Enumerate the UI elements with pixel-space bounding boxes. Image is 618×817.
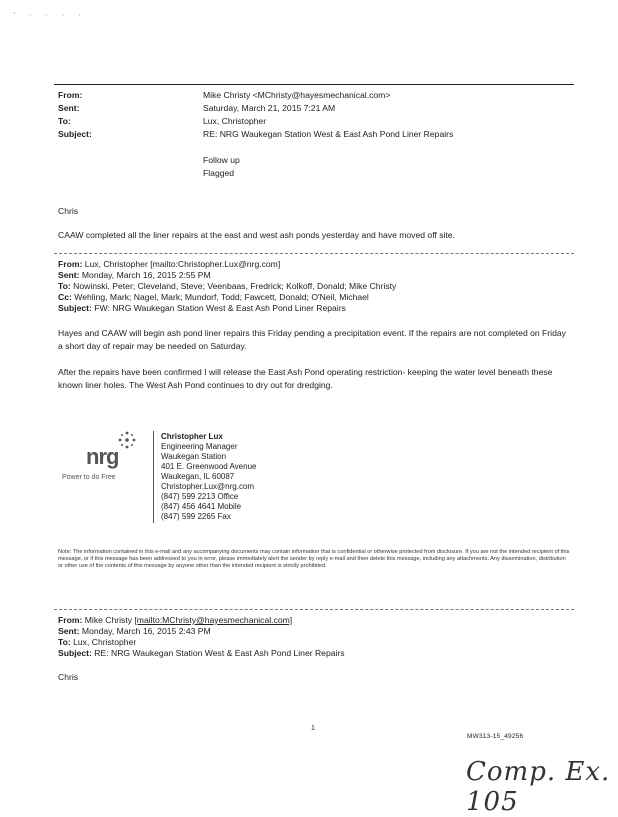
msg3-sent-label: Sent: xyxy=(58,626,80,636)
subject-label: Subject: xyxy=(58,129,92,139)
greeting: Chris xyxy=(58,206,79,216)
confidentiality-note: Note: The information contained in this e-mail and any accompanying documents may contain information that is confidential or otherwise protected from disclosure. If you are not the intended recipient of this message, or if this message has been addressed to you in error, please immediately alert the sender by reply e-mail and then delete this message, including any attachments. Any dissemination, distribution or other use of the contents of this message by anyone other than the intended recipient is strictly prohibited. xyxy=(58,549,570,570)
msg3-mailto-link[interactable]: [mailto:MChristy@hayesmechanical.com] xyxy=(134,615,293,625)
msg2-to-value: Nowinski, Peter; Cleveland, Steve; Veenbaas, Fredrick; Kolkoff, Donald; Mike Christy xyxy=(73,281,397,291)
msg3-sent-value: Monday, March 16, 2015 2:43 PM xyxy=(81,626,211,636)
header-rule xyxy=(54,84,574,85)
msg3-from-name: Mike Christy xyxy=(84,615,133,625)
msg2-to-label: To: xyxy=(58,281,71,291)
msg2-paragraph-2: After the repairs have been confirmed I will release the East Ash Pond operating restriction- keeping the water level beneath these known liner holes. The West Ash Pond continues to dry out for dredging. xyxy=(58,367,553,390)
scan-specks: ' · · · · xyxy=(14,12,87,19)
msg3-from xyxy=(58,615,292,625)
msg2-paragraph-1: Hayes and CAAW will begin ash pond liner repairs this Friday pending a precipitation event. If the repairs are not completed on Friday a short day of repair may be needed on Saturday. xyxy=(58,328,566,351)
msg3-subject-value: RE: NRG Waukegan Station West & East Ash Pond Liner Repairs xyxy=(94,648,345,658)
msg3-from-label: From: xyxy=(58,615,83,625)
msg2-cc-value: Wehling, Mark; Nagel, Mark; Mundorf, Todd; Fawcett, Donald; O'Neil, Michael xyxy=(74,292,369,302)
sent-value: Saturday, March 21, 2015 7:21 AM xyxy=(203,103,336,113)
from-label: From: xyxy=(58,90,83,100)
msg2-to xyxy=(58,281,396,291)
sig-address-1: 401 E. Greenwood Avenue xyxy=(161,462,257,471)
msg2-subject xyxy=(58,303,346,313)
page-number: 1 xyxy=(311,725,315,732)
from-value: Mike Christy <MChristy@hayesmechanical.com> xyxy=(203,90,391,100)
sig-address-2: Waukegan, IL 60087 xyxy=(161,472,235,481)
sig-email[interactable]: Christopher.Lux@nrg.com xyxy=(161,482,255,491)
subject-value: RE: NRG Waukegan Station West & East Ash Pond Liner Repairs xyxy=(203,129,454,139)
msg2-subject-label: Subject: xyxy=(58,303,92,313)
body-text: CAAW completed all the liner repairs at the east and west ash ponds yesterday and have moved off site. xyxy=(58,230,455,240)
to-value: Lux, Christopher xyxy=(203,116,267,126)
msg3-greeting: Chris xyxy=(58,672,79,682)
msg3-to-value: Lux, Christopher xyxy=(73,637,137,647)
flag-status: Flagged xyxy=(203,168,235,178)
nrg-logo-star-icon xyxy=(117,430,137,450)
msg3-sent xyxy=(58,626,211,636)
msg2-from-label: From: xyxy=(58,259,83,269)
msg2-from-value: Lux, Christopher [mailto:Christopher.Lux@nrg.com] xyxy=(84,259,281,269)
to-label: To: xyxy=(58,116,71,126)
msg3-to-label: To: xyxy=(58,637,71,647)
msg3-subject xyxy=(58,648,345,658)
msg2-sent-value: Monday, March 16, 2015 2:55 PM xyxy=(81,270,211,280)
msg2-subject-value: FW: NRG Waukegan Station West & East Ash Pond Liner Repairs xyxy=(94,303,346,313)
nrg-tagline: Power to do Free xyxy=(62,474,116,481)
msg2-cc-label: Cc: xyxy=(58,292,72,302)
nrg-logo: nrg xyxy=(86,444,119,469)
msg2-sent-label: Sent: xyxy=(58,270,80,280)
msg3-to xyxy=(58,637,136,647)
msg2-cc xyxy=(58,292,369,302)
signature-divider xyxy=(153,431,154,523)
msg3-subject-label: Subject: xyxy=(58,648,92,658)
sig-mobile-phone: (847) 456 4641 Mobile xyxy=(161,502,242,511)
sig-station: Waukegan Station xyxy=(161,452,227,461)
bates-number: MW313-15_49256 xyxy=(467,733,524,740)
sig-office-phone: (847) 599 2213 Office xyxy=(161,492,239,501)
message-separator-2 xyxy=(54,609,574,610)
sig-fax: (847) 599 2265 Fax xyxy=(161,512,231,521)
sig-title: Engineering Manager xyxy=(161,442,238,451)
sig-name: Christopher Lux xyxy=(161,432,223,441)
sent-label: Sent: xyxy=(58,103,80,113)
msg2-sent xyxy=(58,270,211,280)
handwritten-exhibit-label: Comp. Ex. 105 xyxy=(466,757,611,817)
message-separator xyxy=(54,253,574,254)
msg2-from xyxy=(58,259,280,269)
followup-label: Follow up xyxy=(203,155,240,165)
